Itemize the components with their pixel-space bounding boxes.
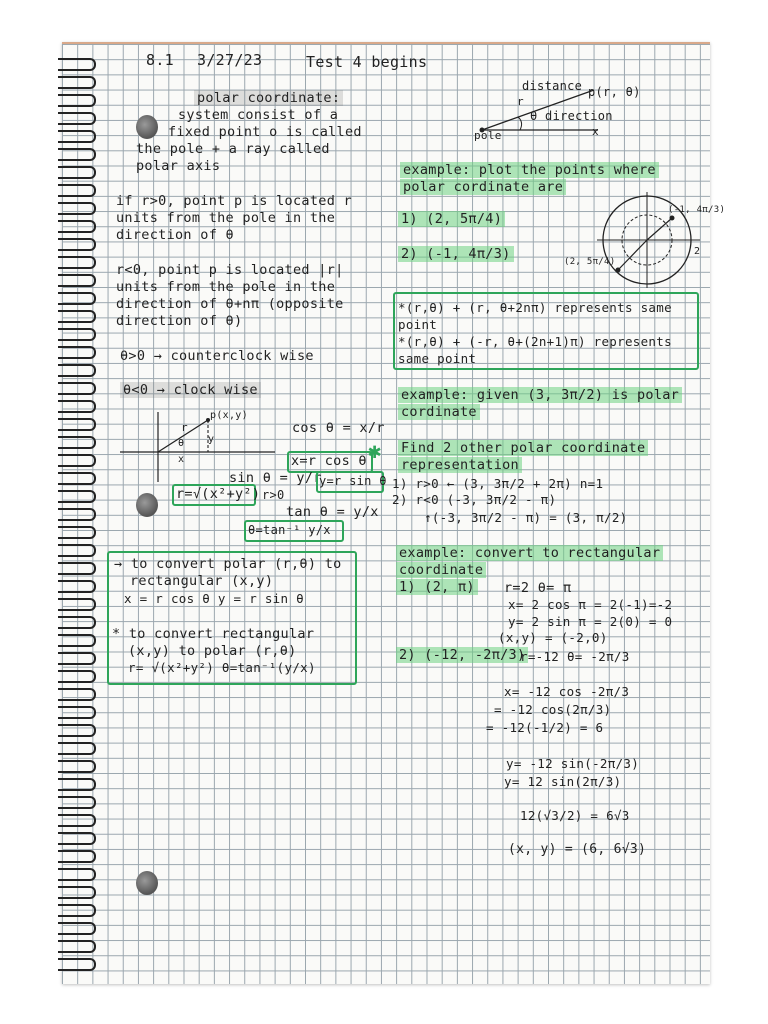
- same-point-line: point: [398, 317, 438, 332]
- example3-step: y= -12 sin(-2π/3): [506, 756, 640, 771]
- coil: [58, 508, 96, 521]
- triangle-r-label: r: [181, 421, 188, 434]
- coil: [58, 364, 96, 377]
- coil: [58, 832, 96, 845]
- coil: [58, 256, 96, 269]
- header-title: Test 4 begins: [306, 53, 428, 71]
- example1-point: 1) (2, 5π/4): [398, 211, 505, 227]
- example2-answer: ↑(-3, 3π/2 - π) = (3, π/2): [424, 510, 628, 525]
- coil: [58, 724, 96, 737]
- sin-formula: sin θ = y/r: [229, 470, 322, 486]
- coil: [58, 688, 96, 701]
- triangle-theta-label: θ: [178, 438, 185, 449]
- coil: [58, 94, 96, 107]
- same-point-line: *(r,θ) + (-r, θ+(2n+1)π) represents: [398, 334, 672, 349]
- r-negative-line: r<0, point p is located |r|: [116, 262, 344, 278]
- example3-step: x= 2 cos π = 2(-1)=-2: [508, 597, 673, 612]
- coil: [58, 418, 96, 431]
- coil: [58, 346, 96, 359]
- plot-label-b: (2, 5π/4): [564, 257, 616, 267]
- coil: [58, 112, 96, 125]
- r-label: r: [517, 95, 524, 108]
- example1-point: 2) (-1, 4π/3): [398, 246, 514, 262]
- example2-answer: 1) r>0 ← (3, 3π/2 + 2π) n=1: [392, 476, 604, 491]
- coil: [58, 400, 96, 413]
- example2-title: cordinate: [398, 404, 480, 420]
- r-negative-line: units from the pole in the: [116, 279, 336, 295]
- coil: [58, 544, 96, 557]
- coil: [58, 202, 96, 215]
- coil: [58, 940, 96, 953]
- coil: [58, 742, 96, 755]
- example3-step: y= 12 sin(2π/3): [504, 774, 622, 789]
- coil: [58, 562, 96, 575]
- definition-title: polar coordinate:: [194, 90, 343, 106]
- coil: [58, 58, 96, 71]
- x-formula: x=r cos θ: [291, 453, 367, 469]
- same-point-line: *(r,θ) + (r, θ+2nπ) represents same: [398, 300, 672, 315]
- theta-formula: θ=tan⁻¹ y/x: [248, 523, 331, 537]
- star-icon: ✱: [368, 439, 382, 464]
- example2-answer: 2) r<0 (-3, 3π/2 - π): [392, 492, 557, 507]
- coil: [58, 814, 96, 827]
- example3-step: y= 2 sin π = 2(0) = 0: [508, 614, 673, 629]
- coil: [58, 886, 96, 899]
- coil: [58, 670, 96, 683]
- coil: [58, 310, 96, 323]
- coil: [58, 760, 96, 773]
- r-formula: r=√(x²+y²): [176, 486, 261, 502]
- pole-label: pole: [474, 129, 502, 142]
- triangle-x-label: x: [178, 454, 185, 465]
- example3-step: r=-12 θ= -2π/3: [520, 649, 630, 664]
- coil: [58, 922, 96, 935]
- convert-line: → to convert polar (r,θ) to: [114, 556, 342, 572]
- triangle-y-label: y: [208, 434, 215, 445]
- coil: [58, 706, 96, 719]
- coil: [58, 796, 96, 809]
- coil: [58, 76, 96, 89]
- distance-label: distance: [522, 79, 583, 93]
- coil: [58, 868, 96, 881]
- convert-line: r= √(x²+y²) θ=tan⁻¹(y/x): [128, 660, 316, 675]
- example1-title: polar cordinate are: [400, 179, 566, 195]
- coil: [58, 220, 96, 233]
- example3-step: 12(√3/2) = 6√3: [520, 808, 630, 823]
- x-axis-label: x: [592, 125, 599, 138]
- punch-hole: [136, 115, 158, 139]
- example3-title: example: convert to rectangular: [396, 545, 663, 561]
- coil: [58, 454, 96, 467]
- y-formula: y=r sin θ: [319, 474, 387, 488]
- coil: [58, 184, 96, 197]
- theta-positive: θ>0 → counterclock wise: [120, 348, 314, 364]
- coil: [58, 292, 96, 305]
- definition-line: system consist of a: [178, 107, 339, 123]
- cos-formula: cos θ = x/r: [292, 420, 385, 436]
- r-positive-line: units from the pole in the: [116, 210, 336, 226]
- theta-negative: θ<0 → clock wise: [120, 382, 261, 398]
- coil: [58, 328, 96, 341]
- r-positive-line: direction of θ: [116, 227, 234, 243]
- example1-title: example: plot the points where: [400, 162, 659, 178]
- plot-label-two: 2: [694, 246, 701, 257]
- example3-title: coordinate: [396, 562, 486, 578]
- example3-point: 2) (-12, -2π/3): [396, 647, 528, 663]
- triangle-point-label: p(x,y): [210, 410, 248, 421]
- coil: [58, 436, 96, 449]
- coil: [58, 958, 96, 971]
- coil: [58, 238, 96, 251]
- r-negative-line: direction of θ+nπ (opposite: [116, 296, 344, 312]
- convert-line: (x,y) to polar (r,θ): [128, 643, 297, 659]
- section-number: 8.1: [146, 51, 174, 69]
- coil: [58, 580, 96, 593]
- convert-line: * to convert rectangular: [112, 626, 315, 642]
- definition-line: fixed point o is called: [168, 124, 362, 140]
- coil: [58, 526, 96, 539]
- example3-point: 1) (2, π): [396, 579, 478, 595]
- date: 3/27/23: [197, 51, 263, 69]
- point-label: p(r, θ): [588, 85, 641, 99]
- punch-hole: [136, 871, 158, 895]
- coil: [58, 166, 96, 179]
- convert-line: x = r cos θ y = r sin θ: [124, 591, 304, 606]
- coil: [58, 598, 96, 611]
- convert-line: rectangular (x,y): [130, 573, 274, 589]
- definition-line: the pole + a ray called: [136, 141, 330, 157]
- coil: [58, 274, 96, 287]
- example2-question: Find 2 other polar coordinate: [398, 440, 648, 456]
- coil: [58, 616, 96, 629]
- r-positive-note: r>0: [262, 488, 285, 502]
- direction-label: θ direction: [530, 109, 613, 123]
- example2-question: representation: [398, 457, 522, 473]
- r-positive-line: if r>0, point p is located r: [116, 193, 352, 209]
- coil: [58, 130, 96, 143]
- definition-line: polar axis: [136, 158, 221, 174]
- tan-formula: tan θ = y/x: [286, 504, 379, 520]
- coil: [58, 634, 96, 647]
- example3-step: x= -12 cos -2π/3: [504, 684, 630, 699]
- example3-step: (x,y) = (-2,0): [498, 630, 608, 645]
- coil: [58, 472, 96, 485]
- r-negative-line: direction of θ): [116, 313, 243, 329]
- coil: [58, 652, 96, 665]
- coil: [58, 778, 96, 791]
- example2-title: example: given (3, 3π/2) is polar: [398, 387, 682, 403]
- example3-step: r=2 θ= π: [504, 580, 572, 596]
- coil: [58, 904, 96, 917]
- coil: [58, 490, 96, 503]
- same-point-line: same point: [398, 351, 477, 366]
- coil: [58, 148, 96, 161]
- example3-step: = -12(-1/2) = 6: [486, 720, 604, 735]
- coil: [58, 850, 96, 863]
- plot-label-a: (-1, 4π/3): [668, 205, 726, 215]
- punch-hole: [136, 493, 158, 517]
- example3-result: (x, y) = (6, 6√3): [508, 842, 647, 857]
- coil: [58, 382, 96, 395]
- example3-step: = -12 cos(2π/3): [494, 702, 612, 717]
